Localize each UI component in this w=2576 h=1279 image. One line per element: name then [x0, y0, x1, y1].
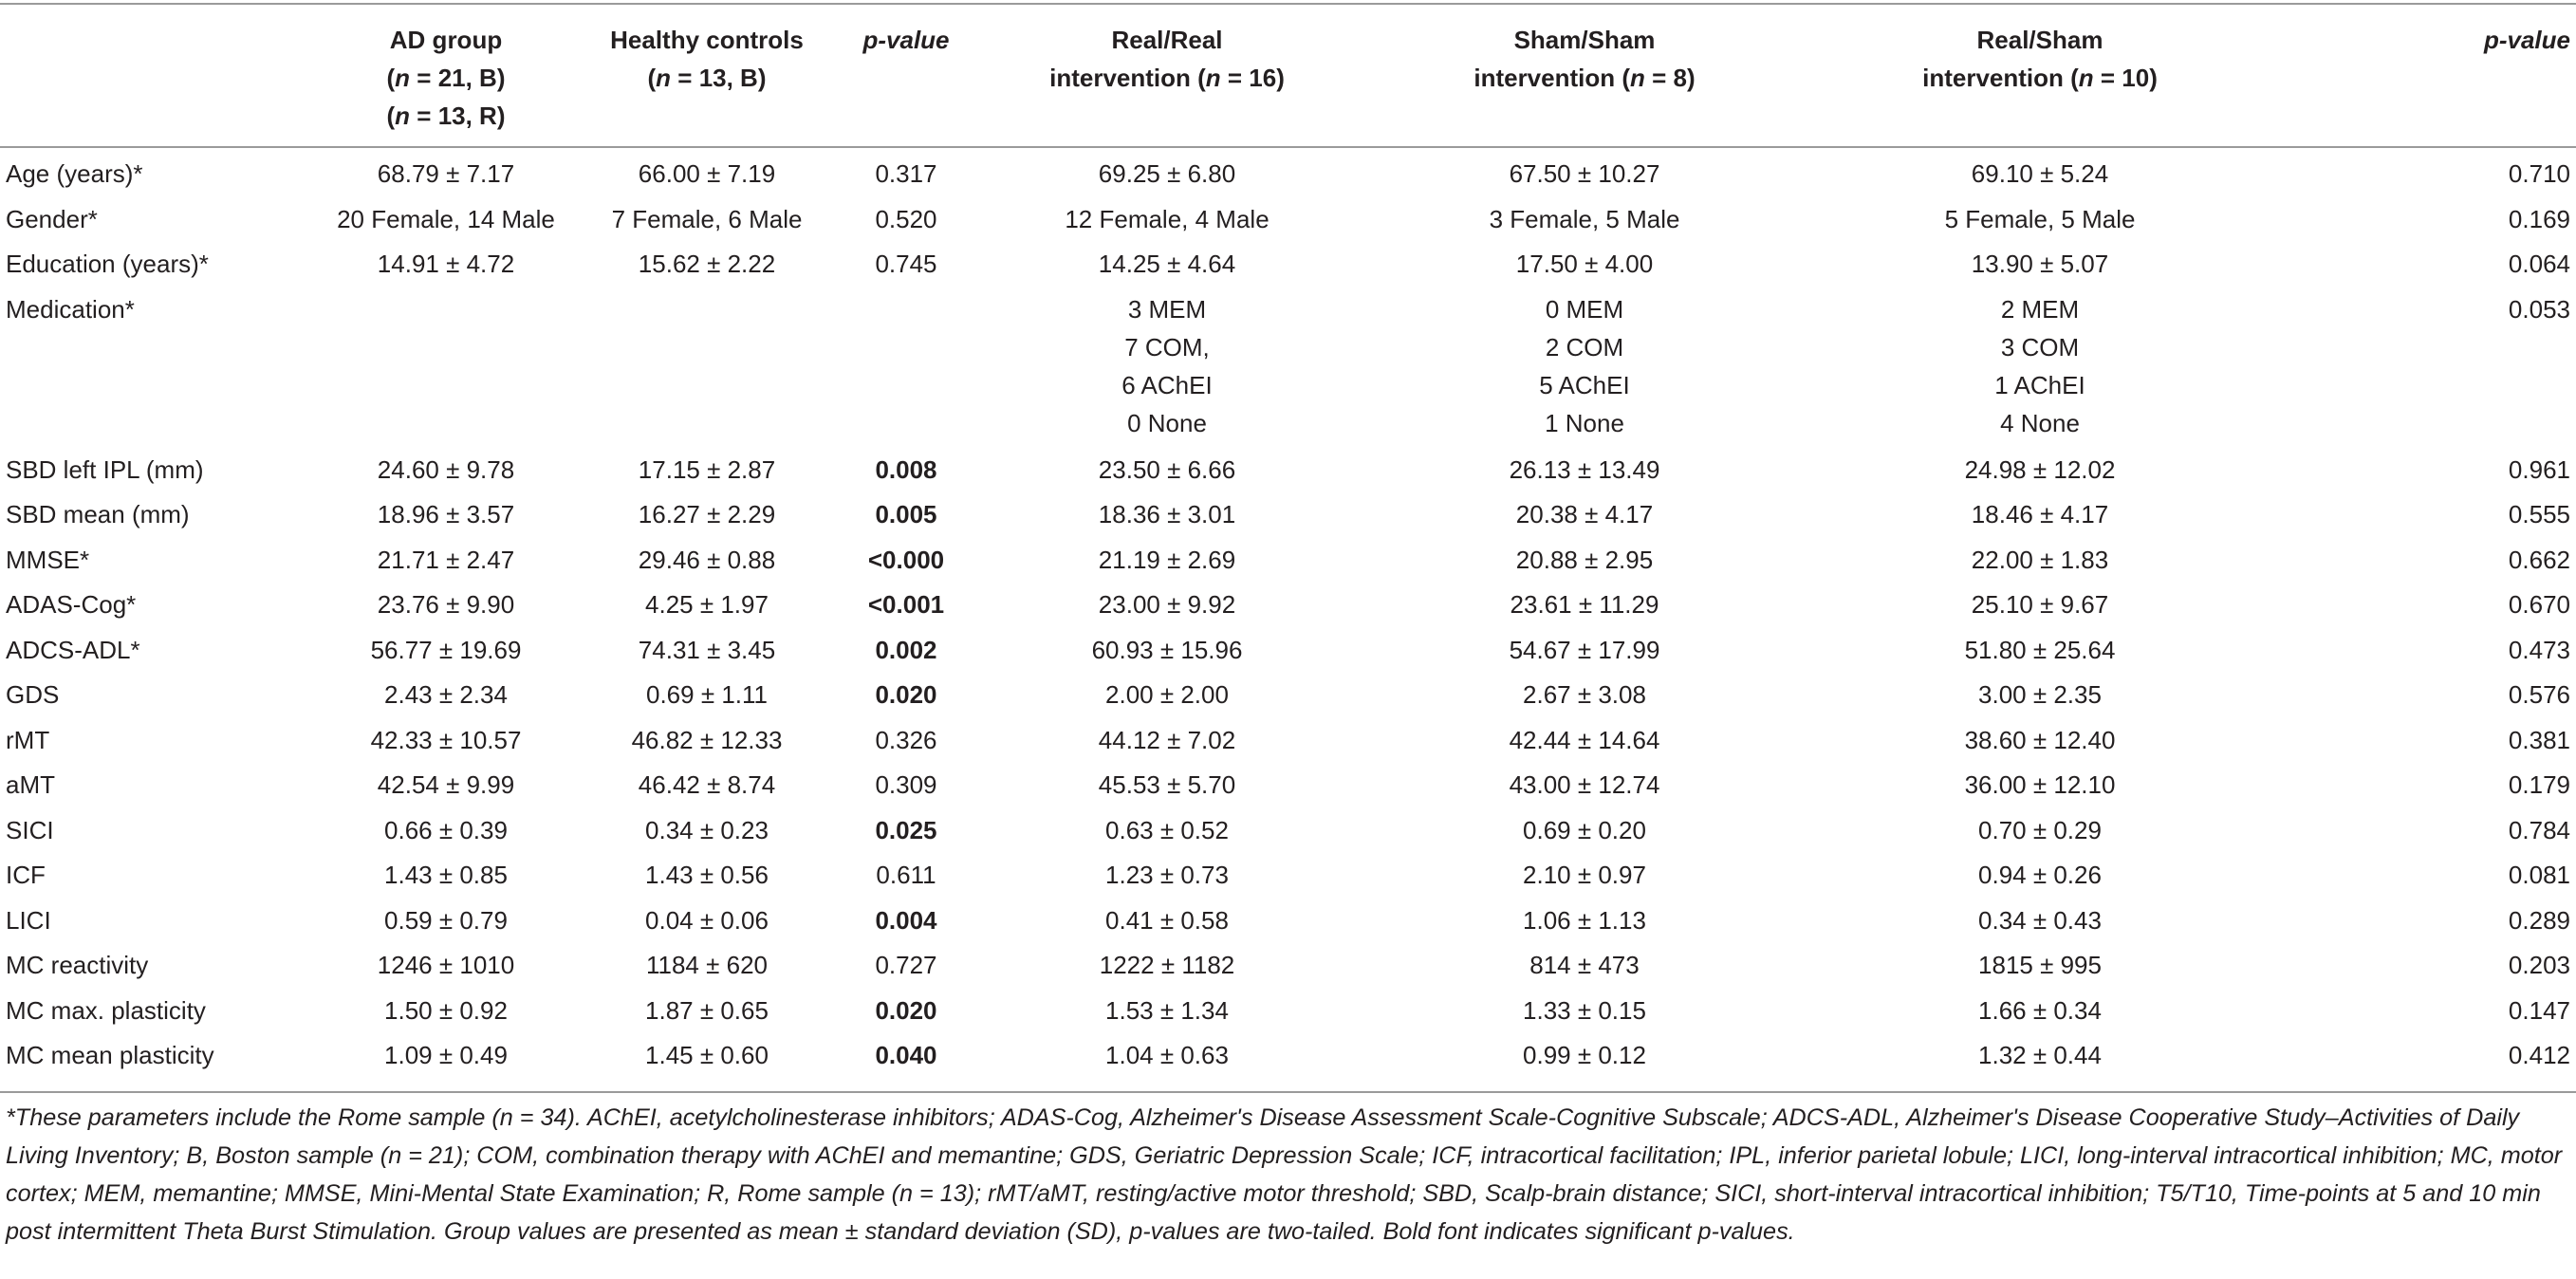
row-label: SICI: [6, 815, 54, 844]
header-ad-line2: (n = 21, B): [386, 64, 506, 92]
cell-rr: 2.00 ± 2.00: [1105, 680, 1229, 709]
cell-ss: 42.44 ± 14.64: [1509, 725, 1660, 754]
cell-ad: 23.76 ± 9.90: [377, 590, 515, 619]
cell-ad: 42.54 ± 9.99: [377, 770, 515, 799]
cell-rs: 0.70 ± 0.29: [1978, 815, 2102, 844]
cell-rr: 60.93 ± 15.96: [1091, 635, 1243, 664]
table-footnote: *These parameters include the Rome sample (n = 34). AChEI, acetylcholinesterase inhibitors; ADAS-Cog, Alzheimer's Disease Assessment Scale-Cognitive Subscale; ADCS-ADL, Alzheimer's Disease Cooperative Study–Activities of Daily Living Inventory; B, Boston sample (n = 21); COM, combination therapy with AChEI and memantine; GDS, Geriatric Depression Scale; ICF, intracortical facilitation; IPL, inferior parietal lobule; LICI, long-interval intracortical inhibition; MC, motor cortex; MEM, memantine; MMSE, Mini-Mental State Examination; R, Rome sample (n = 13); rMT/aMT, resting/active motor threshold; SBD, Scalp-brain distance; SICI, short-interval intracortical inhibition; T5/T10, Time-points at 5 and 10 min post intermittent Theta Burst Stimulation. Group values are presented as mean ± standard deviation (SD), p-values are two-tailed. Bold font indicates significant p-values.: [6, 1104, 2563, 1245]
med-rs-line: 2 MEM: [2000, 294, 2080, 324]
cell-ss: 0.99 ± 0.12: [1523, 1041, 1646, 1069]
row-label: MC reactivity: [6, 951, 149, 979]
med-rr-line: 7 COM,: [1124, 332, 1210, 361]
cell-p1: 0.005: [875, 500, 937, 528]
cell-ss: 1.33 ± 0.15: [1523, 995, 1646, 1025]
row-label: aMT: [6, 770, 55, 799]
cell-hc: 15.62 ± 2.22: [638, 250, 776, 278]
med-rr-line: 3 MEM: [1127, 294, 1207, 324]
med-rs-line: 4 None: [2000, 408, 2080, 437]
cell-hc: 46.82 ± 12.33: [631, 725, 783, 754]
header-healthy-controls: [579, 0, 835, 135]
cell-hc: 16.27 ± 2.29: [638, 500, 776, 528]
table-row: [0, 943, 2576, 989]
cell-rr: 69.25 ± 6.80: [1098, 159, 1236, 188]
cell-ad: 20 Female, 14 Male: [337, 204, 555, 233]
cell-ss: 3 Female, 5 Male: [1489, 204, 1680, 233]
cell-p1: [835, 287, 977, 448]
cell-p2: 0.147: [2508, 995, 2570, 1025]
cell-rs: 13.90 ± 5.07: [1971, 250, 2109, 278]
cell-rr: 14.25 ± 4.64: [1098, 250, 1236, 278]
cell-ad: 68.79 ± 7.17: [377, 159, 515, 188]
cell-p2: 0.381: [2508, 725, 2570, 754]
table-row: [0, 853, 2576, 899]
cell-rr: 0.63 ± 0.52: [1105, 815, 1229, 844]
cell-p1: 0.611: [876, 861, 936, 889]
medication-row: [0, 287, 2576, 448]
header-pvalue-1: p-value: [862, 26, 950, 54]
cell-ss: 0.69 ± 0.20: [1523, 815, 1646, 844]
cell-rr: 45.53 ± 5.70: [1098, 770, 1236, 799]
row-label: MC max. plasticity: [6, 995, 206, 1025]
cell-ad: 1.50 ± 0.92: [384, 995, 508, 1025]
cell-hc: 0.34 ± 0.23: [645, 815, 769, 844]
cell-rr: 1.04 ± 0.63: [1105, 1041, 1229, 1069]
cell-p1: 0.727: [875, 951, 937, 979]
cell-rs: 24.98 ± 12.02: [1964, 454, 2116, 484]
cell-p1: <0.000: [867, 545, 945, 574]
cell-rr: 44.12 ± 7.02: [1098, 725, 1236, 754]
header-real-real: [977, 0, 1357, 135]
cell-rs: 3.00 ± 2.35: [1978, 680, 2102, 709]
header-rr-line2: intervention (n = 16): [1049, 64, 1285, 92]
header-real-sham: [1812, 0, 2268, 135]
table-row: [0, 538, 2576, 584]
cell-hc: 0.04 ± 0.06: [645, 905, 769, 935]
med-rs-line: 1 AChEI: [1994, 370, 2085, 399]
header-hc-line1: Healthy controls: [610, 26, 804, 54]
cell-hc: 46.42 ± 8.74: [638, 770, 776, 799]
table-row: [0, 628, 2576, 674]
row-label: Education (years)*: [6, 250, 209, 278]
row-label: SBD left IPL (mm): [6, 454, 204, 484]
cell-ad: 1.09 ± 0.49: [384, 1041, 508, 1069]
cell-rs: 1815 ± 995: [1978, 951, 2102, 979]
table-bottom-rule: [0, 1091, 2576, 1093]
cell-p2: 0.169: [2508, 204, 2570, 233]
table-header: [0, 0, 2576, 135]
table-row: [0, 583, 2576, 628]
cell-rr: 12 Female, 4 Male: [1065, 204, 1269, 233]
med-rr-line: 0 None: [1127, 408, 1207, 437]
cell-p1: 0.020: [875, 995, 937, 1025]
table-row: [0, 899, 2576, 944]
cell-ss: 2.67 ± 3.08: [1523, 680, 1646, 709]
cell-rs: 5 Female, 5 Male: [1944, 204, 2136, 233]
cell-hc: 29.46 ± 0.88: [638, 545, 776, 574]
header-ss-line1: Sham/Sham: [1513, 26, 1656, 54]
cell-medication-rs: [1812, 287, 2268, 448]
cell-p2: 0.473: [2508, 635, 2570, 664]
cell-hc: 1.45 ± 0.60: [645, 1041, 769, 1069]
cell-rr: 0.41 ± 0.58: [1105, 905, 1229, 935]
cell-p2: 0.081: [2508, 861, 2570, 889]
cell-p1: 0.326: [875, 725, 937, 754]
cell-ss: 67.50 ± 10.27: [1509, 159, 1660, 188]
cell-rs: 38.60 ± 12.40: [1964, 725, 2116, 754]
row-label: ADCS-ADL*: [6, 635, 140, 664]
cell-ad: [313, 287, 579, 448]
cell-p1: <0.001: [867, 590, 945, 619]
cell-p1: 0.002: [875, 635, 937, 664]
cell-p2: 0.064: [2508, 250, 2570, 278]
cell-ad: 1.43 ± 0.85: [384, 861, 508, 889]
cell-medication-ss: [1357, 287, 1812, 448]
cell-rs: 1.66 ± 0.34: [1978, 995, 2102, 1025]
table-row: [0, 448, 2576, 493]
cell-hc: [579, 287, 835, 448]
cell-hc: 7 Female, 6 Male: [611, 204, 803, 233]
cell-p2: 0.710: [2508, 159, 2570, 188]
row-label: MC mean plasticity: [6, 1041, 214, 1069]
cell-p1: 0.008: [875, 454, 937, 484]
row-label-medication: Medication*: [6, 294, 135, 324]
cell-p1: 0.745: [875, 250, 937, 278]
table-row: [0, 197, 2576, 243]
cell-rs: 1.32 ± 0.44: [1978, 1041, 2102, 1069]
cell-p2: 0.289: [2508, 905, 2570, 935]
cell-rs: 69.10 ± 5.24: [1971, 159, 2109, 188]
cell-ss: 43.00 ± 12.74: [1509, 770, 1660, 799]
header-rr-line1: Real/Real: [1111, 26, 1223, 54]
table-row: [0, 242, 2576, 287]
cell-ss: 54.67 ± 17.99: [1509, 635, 1660, 664]
cell-ss: 23.61 ± 11.29: [1510, 590, 1659, 619]
cell-hc: 74.31 ± 3.45: [638, 635, 776, 664]
cell-hc: 17.15 ± 2.87: [638, 454, 776, 484]
cell-p1: 0.309: [875, 770, 937, 799]
cell-rs: 36.00 ± 12.10: [1964, 770, 2116, 799]
cell-p2: 0.662: [2508, 545, 2570, 574]
cell-ad: 18.96 ± 3.57: [377, 500, 515, 528]
table-row: [0, 808, 2576, 854]
cell-p1: 0.040: [875, 1041, 937, 1069]
cell-rs: 0.34 ± 0.43: [1978, 905, 2102, 935]
med-rr-line: 6 AChEI: [1121, 370, 1213, 399]
cell-ad: 21.71 ± 2.47: [377, 545, 515, 574]
cell-rs: 0.94 ± 0.26: [1978, 861, 2102, 889]
row-label: ICF: [6, 861, 46, 889]
med-ss-line: 1 None: [1545, 408, 1624, 437]
table-row: [0, 492, 2576, 538]
cell-ss: 17.50 ± 4.00: [1515, 250, 1654, 278]
cell-ad: 2.43 ± 2.34: [384, 680, 508, 709]
cell-p2: 0.670: [2508, 590, 2570, 619]
cell-rs: 22.00 ± 1.83: [1971, 545, 2109, 574]
row-label: GDS: [6, 680, 60, 709]
cell-p1: 0.020: [875, 680, 937, 709]
cell-rs: 51.80 ± 25.64: [1964, 635, 2116, 664]
med-ss-line: 0 MEM: [1545, 294, 1624, 324]
cell-rr: 1.23 ± 0.73: [1105, 861, 1229, 889]
row-label: SBD mean (mm): [6, 500, 190, 528]
cell-rr: 1222 ± 1182: [1099, 951, 1235, 979]
cell-rr: 1.53 ± 1.34: [1105, 995, 1229, 1025]
cell-p2: 0.576: [2508, 680, 2570, 709]
cell-hc: 1184 ± 620: [645, 951, 768, 979]
cell-p2: 0.555: [2508, 500, 2570, 528]
cell-ss: 26.13 ± 13.49: [1509, 454, 1660, 484]
table-row: [0, 1033, 2576, 1079]
row-label: MMSE*: [6, 545, 90, 574]
header-ad-line1: AD group: [389, 26, 503, 54]
cell-ad: 24.60 ± 9.78: [377, 454, 515, 484]
cell-ss: 20.38 ± 4.17: [1515, 500, 1654, 528]
cell-p2: 0.784: [2508, 815, 2570, 844]
cell-p2: 0.179: [2508, 770, 2570, 799]
cell-rr: 18.36 ± 3.01: [1098, 500, 1236, 528]
med-rs-line: 3 COM: [2000, 332, 2080, 361]
header-row: [0, 0, 2576, 135]
cell-p2: 0.053: [2508, 294, 2570, 324]
cell-hc: 66.00 ± 7.19: [638, 159, 776, 188]
cell-ad: 56.77 ± 19.69: [370, 635, 522, 664]
row-label: LICI: [6, 905, 51, 935]
header-hc-line2: (n = 13, B): [647, 64, 767, 92]
cell-hc: 0.69 ± 1.11: [646, 680, 768, 709]
row-label: ADAS-Cog*: [6, 590, 137, 619]
cell-rr: 21.19 ± 2.69: [1098, 545, 1236, 574]
cell-rs: 18.46 ± 4.17: [1971, 500, 2109, 528]
header-rs-line1: Real/Sham: [1976, 26, 2103, 54]
cell-ad: 42.33 ± 10.57: [370, 725, 522, 754]
cell-ss: 1.06 ± 1.13: [1523, 905, 1646, 935]
cell-p2: 0.203: [2508, 951, 2570, 979]
row-label: rMT: [6, 725, 50, 754]
cell-p1: 0.025: [875, 815, 937, 844]
table-row: [0, 718, 2576, 764]
table-body: [0, 135, 2576, 1079]
header-label: [0, 0, 313, 135]
header-ad-group: [313, 0, 579, 135]
header-rs-line2: intervention (n = 10): [1922, 64, 2158, 92]
med-ss-line: 2 COM: [1545, 332, 1624, 361]
cell-ad: 1246 ± 1010: [377, 951, 515, 979]
cell-ss: 20.88 ± 2.95: [1515, 545, 1654, 574]
cell-p2: 0.412: [2508, 1041, 2570, 1069]
cell-ss: 2.10 ± 0.97: [1523, 861, 1646, 889]
header-ad-line3: (n = 13, R): [386, 102, 506, 130]
cell-medication-rr: [977, 287, 1357, 448]
cell-rr: 23.50 ± 6.66: [1098, 454, 1236, 484]
cell-hc: 1.87 ± 0.65: [645, 995, 769, 1025]
header-pvalue-2: p-value: [2483, 26, 2570, 54]
cell-hc: 1.43 ± 0.56: [645, 861, 769, 889]
med-ss-line: 5 AChEI: [1539, 370, 1630, 399]
cell-rr: 23.00 ± 9.92: [1098, 590, 1236, 619]
header-sham-sham: [1357, 0, 1812, 135]
table-row: [0, 989, 2576, 1034]
row-label: Gender*: [6, 204, 98, 233]
table-row: [0, 673, 2576, 718]
cell-p1: 0.004: [875, 905, 937, 935]
cell-ad: 0.66 ± 0.39: [384, 815, 508, 844]
cell-p2: 0.961: [2508, 454, 2570, 484]
header-ss-line2: intervention (n = 8): [1473, 64, 1696, 92]
cell-p1: 0.317: [875, 159, 937, 188]
cell-rs: 25.10 ± 9.67: [1971, 590, 2109, 619]
cell-ss: 814 ± 473: [1529, 951, 1640, 979]
table-row: [0, 135, 2576, 197]
row-label: Age (years)*: [6, 159, 143, 188]
table-row: [0, 763, 2576, 808]
cell-ad: 0.59 ± 0.79: [384, 905, 508, 935]
cell-p1: 0.520: [875, 204, 937, 233]
cell-ad: 14.91 ± 4.72: [377, 250, 515, 278]
cell-hc: 4.25 ± 1.97: [645, 590, 769, 619]
